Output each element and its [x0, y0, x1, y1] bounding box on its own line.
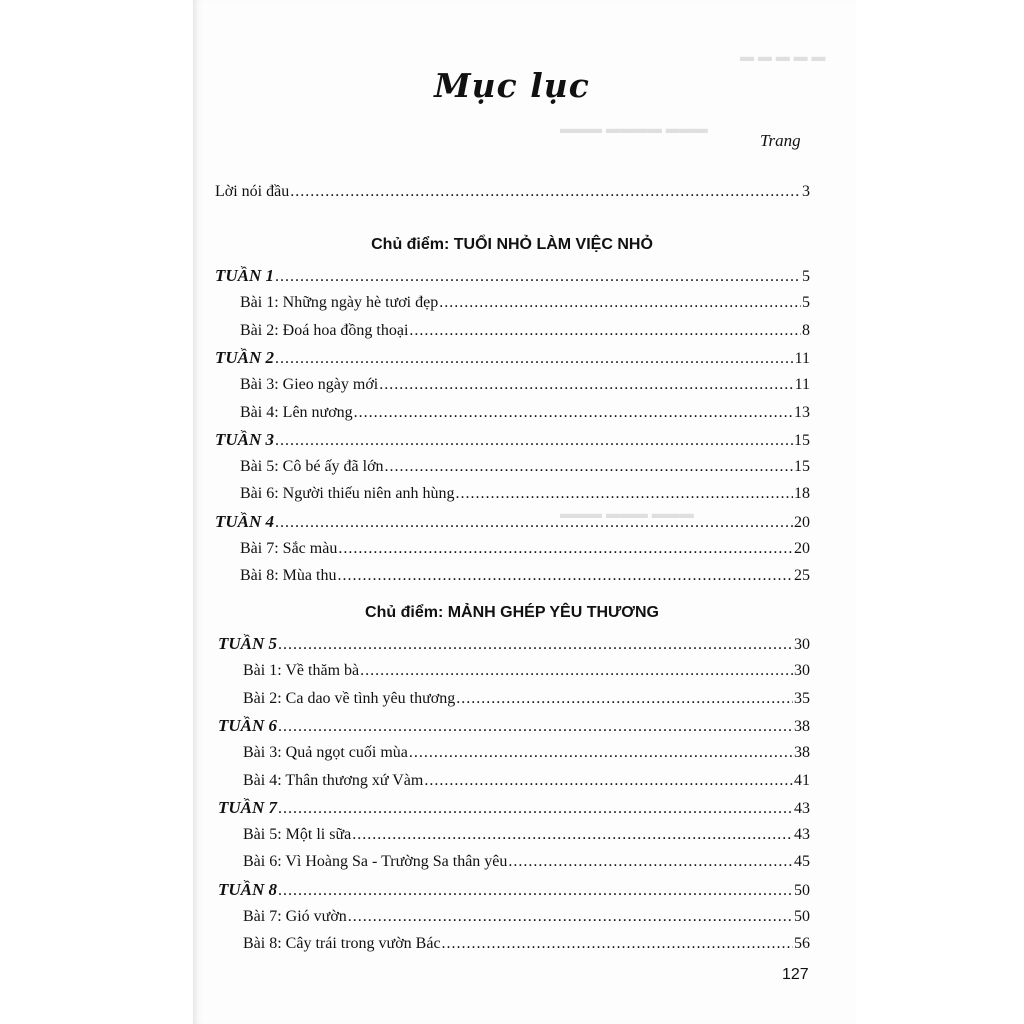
toc-entry-page: 11 [794, 376, 810, 393]
bleed-through-mark: ▬ ▬ ▬ ▬ ▬ [740, 48, 826, 64]
toc-entry-page: 43 [794, 826, 810, 843]
toc-entry-label: Bài 3: Gieo ngày mới [240, 376, 379, 393]
toc-entry-page: 11 [794, 350, 810, 367]
toc-lesson-entry[interactable] [243, 687, 810, 711]
dot-leader [354, 401, 793, 425]
dot-leader [385, 455, 793, 479]
toc-lesson-entry[interactable] [243, 823, 810, 847]
toc-entry-label: TUẦN 8 [218, 880, 278, 899]
dot-leader [456, 687, 793, 711]
toc-entry-label: Bài 4: Thân thương xứ Vàm [243, 772, 424, 789]
page-column-label: Trang [760, 131, 801, 150]
toc-entry-page: 8 [802, 322, 810, 339]
toc-week-heading[interactable] [218, 714, 810, 738]
toc-entry-page: 38 [794, 744, 810, 761]
dot-leader [424, 769, 793, 793]
dot-leader [278, 879, 793, 903]
dot-leader [278, 797, 793, 821]
dot-leader [360, 659, 793, 683]
toc-lesson-entry[interactable] [243, 905, 810, 929]
dot-leader [508, 850, 793, 874]
toc-lesson-entry[interactable] [240, 401, 810, 425]
toc-entry-label: Bài 3: Quả ngọt cuối mùa [243, 744, 408, 761]
toc-entry-page: 15 [794, 432, 810, 449]
toc-entry-page: 20 [794, 540, 810, 557]
dot-leader [275, 347, 794, 371]
dot-leader [337, 564, 793, 588]
toc-week-heading[interactable] [215, 510, 810, 534]
toc-entry-label: Bài 2: Ca dao về tình yêu thương [243, 690, 456, 707]
toc-entry-page: 43 [794, 800, 810, 817]
toc-entry-label: Bài 4: Lên nương [240, 404, 353, 421]
toc-week-heading[interactable] [218, 878, 810, 902]
toc-entry-label: Lời nói đầu [215, 183, 290, 200]
section-heading: Chủ điểm: TUỔI NHỎ LÀM VIỆC NHỎ [371, 236, 653, 253]
toc-week-heading[interactable] [218, 796, 810, 820]
dot-leader [278, 715, 793, 739]
toc-lesson-entry[interactable] [240, 537, 810, 561]
toc-entry-label: Bài 8: Cây trái trong vườn Bác [243, 935, 441, 952]
toc-entry-label: TUẦN 4 [215, 512, 275, 531]
toc-entry-page: 45 [794, 853, 810, 870]
toc-entry-label: TUẦN 5 [218, 634, 278, 653]
toc-week-heading[interactable] [218, 632, 810, 656]
toc-entry-page: 5 [802, 268, 810, 285]
toc-lesson-entry[interactable] [240, 482, 810, 506]
toc-entry-label: TUẦN 1 [215, 266, 275, 285]
dot-leader [379, 373, 793, 397]
toc-lesson-entry[interactable] [243, 769, 810, 793]
dot-leader [409, 741, 793, 765]
dot-leader [442, 932, 793, 956]
toc-entry-page: 38 [794, 718, 810, 735]
toc-entry-page: 50 [794, 882, 810, 899]
toc-entry-label: Bài 2: Đoá hoa đồng thoại [240, 322, 409, 339]
toc-entry-page: 13 [794, 404, 810, 421]
page-number: 127 [782, 966, 809, 983]
toc-entry-preface[interactable] [215, 180, 810, 204]
toc-entry-page: 3 [802, 183, 810, 200]
dot-leader [455, 482, 793, 506]
dot-leader [275, 511, 793, 535]
toc-week-heading[interactable] [215, 346, 810, 370]
bleed-through-mark: ▬▬▬ ▬▬▬ ▬▬▬ [560, 505, 694, 521]
toc-lesson-entry[interactable] [240, 564, 810, 588]
toc-entry-page: 20 [794, 514, 810, 531]
toc-entry-page: 15 [794, 458, 810, 475]
toc-entry-label: Bài 1: Về thăm bà [243, 662, 360, 679]
dot-leader [290, 180, 801, 204]
toc-entry-label: Bài 5: Cô bé ấy đã lớn [240, 458, 384, 475]
toc-lesson-entry[interactable] [240, 291, 810, 315]
toc-entry-label: TUẦN 6 [218, 716, 278, 735]
toc-entry-label: Bài 6: Vì Hoàng Sa - Trường Sa thân yêu [243, 853, 508, 870]
toc-lesson-entry[interactable] [240, 373, 810, 397]
toc-entry-label: TUẦN 3 [215, 430, 275, 449]
toc-entry-label: TUẦN 2 [215, 348, 275, 367]
dot-leader [348, 905, 793, 929]
toc-lesson-entry[interactable] [240, 455, 810, 479]
toc-week-heading[interactable] [215, 428, 810, 452]
toc-entry-page: 25 [794, 567, 810, 584]
bleed-through-mark: ▬▬▬ ▬▬▬▬ ▬▬▬ [560, 120, 708, 136]
toc-week-heading[interactable] [215, 264, 810, 288]
toc-entry-page: 41 [794, 772, 810, 789]
page-title: Mục lục [434, 66, 590, 105]
toc-lesson-entry[interactable] [240, 319, 810, 343]
toc-entry-page: 5 [802, 294, 810, 311]
toc-entry-label: Bài 1: Những ngày hè tươi đẹp [240, 294, 439, 311]
toc-entry-page: 35 [794, 690, 810, 707]
toc-entry-page: 56 [794, 935, 810, 952]
toc-entry-label: Bài 6: Người thiếu niên anh hùng [240, 485, 455, 502]
toc-entry-label: Bài 5: Một li sữa [243, 826, 352, 843]
toc-lesson-entry[interactable] [243, 659, 810, 683]
toc-entry-page: 18 [794, 485, 810, 502]
toc-entry-label: TUẦN 7 [218, 798, 278, 817]
toc-lesson-entry[interactable] [243, 850, 810, 874]
toc-entry-page: 50 [794, 908, 810, 925]
dot-leader [275, 429, 793, 453]
dot-leader [338, 537, 793, 561]
toc-lesson-entry[interactable] [243, 932, 810, 956]
toc-entry-page: 30 [794, 662, 810, 679]
toc-lesson-entry[interactable] [243, 741, 810, 765]
toc-entry-label: Bài 8: Mùa thu [240, 567, 337, 584]
section-heading: Chủ điểm: MẢNH GHÉP YÊU THƯƠNG [365, 604, 659, 621]
dot-leader [275, 265, 801, 289]
dot-leader [352, 823, 793, 847]
toc-entry-page: 30 [794, 636, 810, 653]
dot-leader [278, 633, 793, 657]
toc-entry-label: Bài 7: Gió vườn [243, 908, 347, 925]
dot-leader [409, 319, 801, 343]
toc-entry-label: Bài 7: Sắc màu [240, 540, 338, 557]
dot-leader [439, 291, 801, 315]
